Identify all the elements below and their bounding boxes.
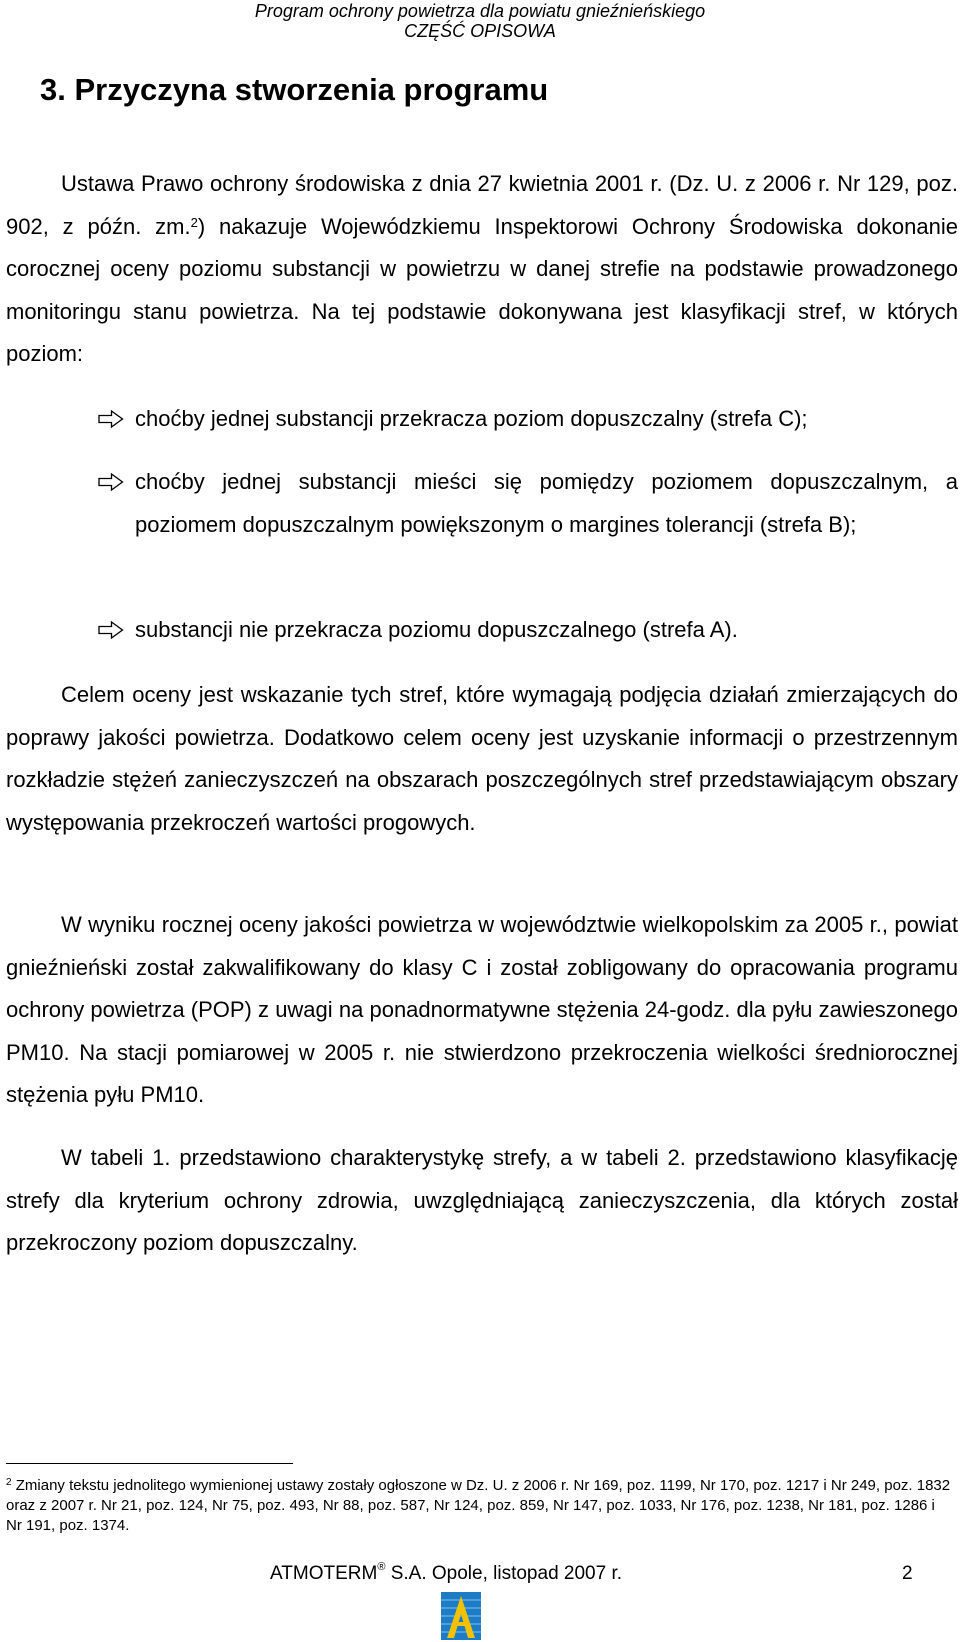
footnote-text: Zmiany tekstu jednolitego wymienionej ustawy zostały ogłoszone w Dz. U. z 2006 r. Nr 169, poz. 1199, Nr 170, poz. 1217 i Nr 249, poz. 1832 oraz z 2007 r. Nr 21, poz. 124, Nr 75, poz. 493, Nr 88, poz. 587, Nr 124, poz. 859, Nr 147, poz. 1033, Nr 176, poz. 1238, Nr 181, poz. 1286 i Nr 191, poz. 1374. [6, 1477, 951, 1534]
list-item-text: choćby jednej substancji przekracza poziom dopuszczalny (strefa C); [135, 406, 808, 431]
footnote-separator [6, 1463, 293, 1464]
section-title: 3. Przyczyna stworzenia programu [40, 72, 549, 107]
running-header-part: CZĘŚĆ OPISOWA [404, 21, 556, 41]
paragraph-assessment-result [6, 904, 958, 1117]
atmoterm-logo [441, 1592, 481, 1640]
list-item-text: substancji nie przekracza poziomu dopuszczalnego (strefa A). [135, 617, 738, 642]
paragraph-assessment-goal-text: Celem oceny jest wskazanie tych stref, które wymagają podjęcia działań zmierzających do poprawy jakości powietrza. Dodatkowo celem oceny jest uzyskanie informacji o przestrzennym rozkładzie stężeń zanieczyszczeń na obszarach poszczególnych stref przedstawiającym obszary występowania przekroczeń wartości progowych. [6, 682, 958, 835]
hollow-right-arrow-icon [98, 472, 124, 492]
paragraph-legal-basis-start: Ustawa Prawo ochrony środowiska z dnia 27 kwietnia 2001 r. (Dz. U. z 2006 r. Nr 129, poz. 902, z późn. zm. [6, 171, 958, 239]
list-item-strefa-c [98, 398, 958, 441]
footnote-reference[interactable]: 2 [190, 214, 198, 230]
list-item-text: choćby jednej substancji mieści się pomiędzy poziomem dopuszczalnym, a poziomem dopuszczalnym powiększonym o margines tolerancji (strefa B); [135, 469, 958, 537]
paragraph-legal-basis [6, 163, 958, 376]
list-item-strefa-a [98, 609, 958, 652]
hollow-right-arrow-icon [98, 409, 124, 429]
running-header-title: Program ochrony powietrza dla powiatu gnieźnieńskiego [254, 1, 706, 21]
registered-mark: ® [377, 1561, 386, 1573]
footer-place-date: S.A. Opole, listopad 2007 r. [385, 1563, 623, 1584]
hollow-right-arrow-icon [98, 620, 124, 640]
list-item-strefa-b [98, 461, 958, 546]
paragraph-tables-reference [6, 1137, 958, 1265]
footnote [6, 1476, 952, 1536]
paragraph-assessment-goal [6, 674, 958, 844]
footnote-marker: 2 [6, 1477, 12, 1488]
page-footer [270, 1563, 622, 1585]
page-number: 2 [902, 1563, 913, 1584]
paragraph-assessment-result-text: W wyniku rocznej oceny jakości powietrza w województwie wielkopolskim za 2005 r., powiat gnieźnieński został zakwalifikowany do klasy C i został zobligowany do opracowania programu ochrony powietrza (POP) z uwagi na ponadnormatywne stężenia 24-godz. dla pyłu zawieszonego PM10. Na stacji pomiarowej w 2005 r. nie stwierdzono przekroczenia wielkości średniorocznej stężenia pyłu PM10. [6, 912, 958, 1107]
footer-company: ATMOTERM [270, 1563, 378, 1584]
paragraph-tables-reference-text: W tabeli 1. przedstawiono charakterystykę strefy, a w tabeli 2. przedstawiono klasyfikację strefy dla kryterium ochrony zdrowia, uwzględniającą zanieczyszczenia, dla których został przekroczony poziom dopuszczalny. [6, 1145, 958, 1255]
paragraph-legal-basis-end: ) nakazuje Wojewódzkiemu Inspektorowi Ochrony Środowiska dokonanie corocznej oceny poziomu substancji w powietrzu w danej strefie na podstawie prowadzonego monitoringu stanu powietrza. Na tej podstawie dokonywana jest klasyfikacji stref, w których poziom: [6, 213, 958, 366]
